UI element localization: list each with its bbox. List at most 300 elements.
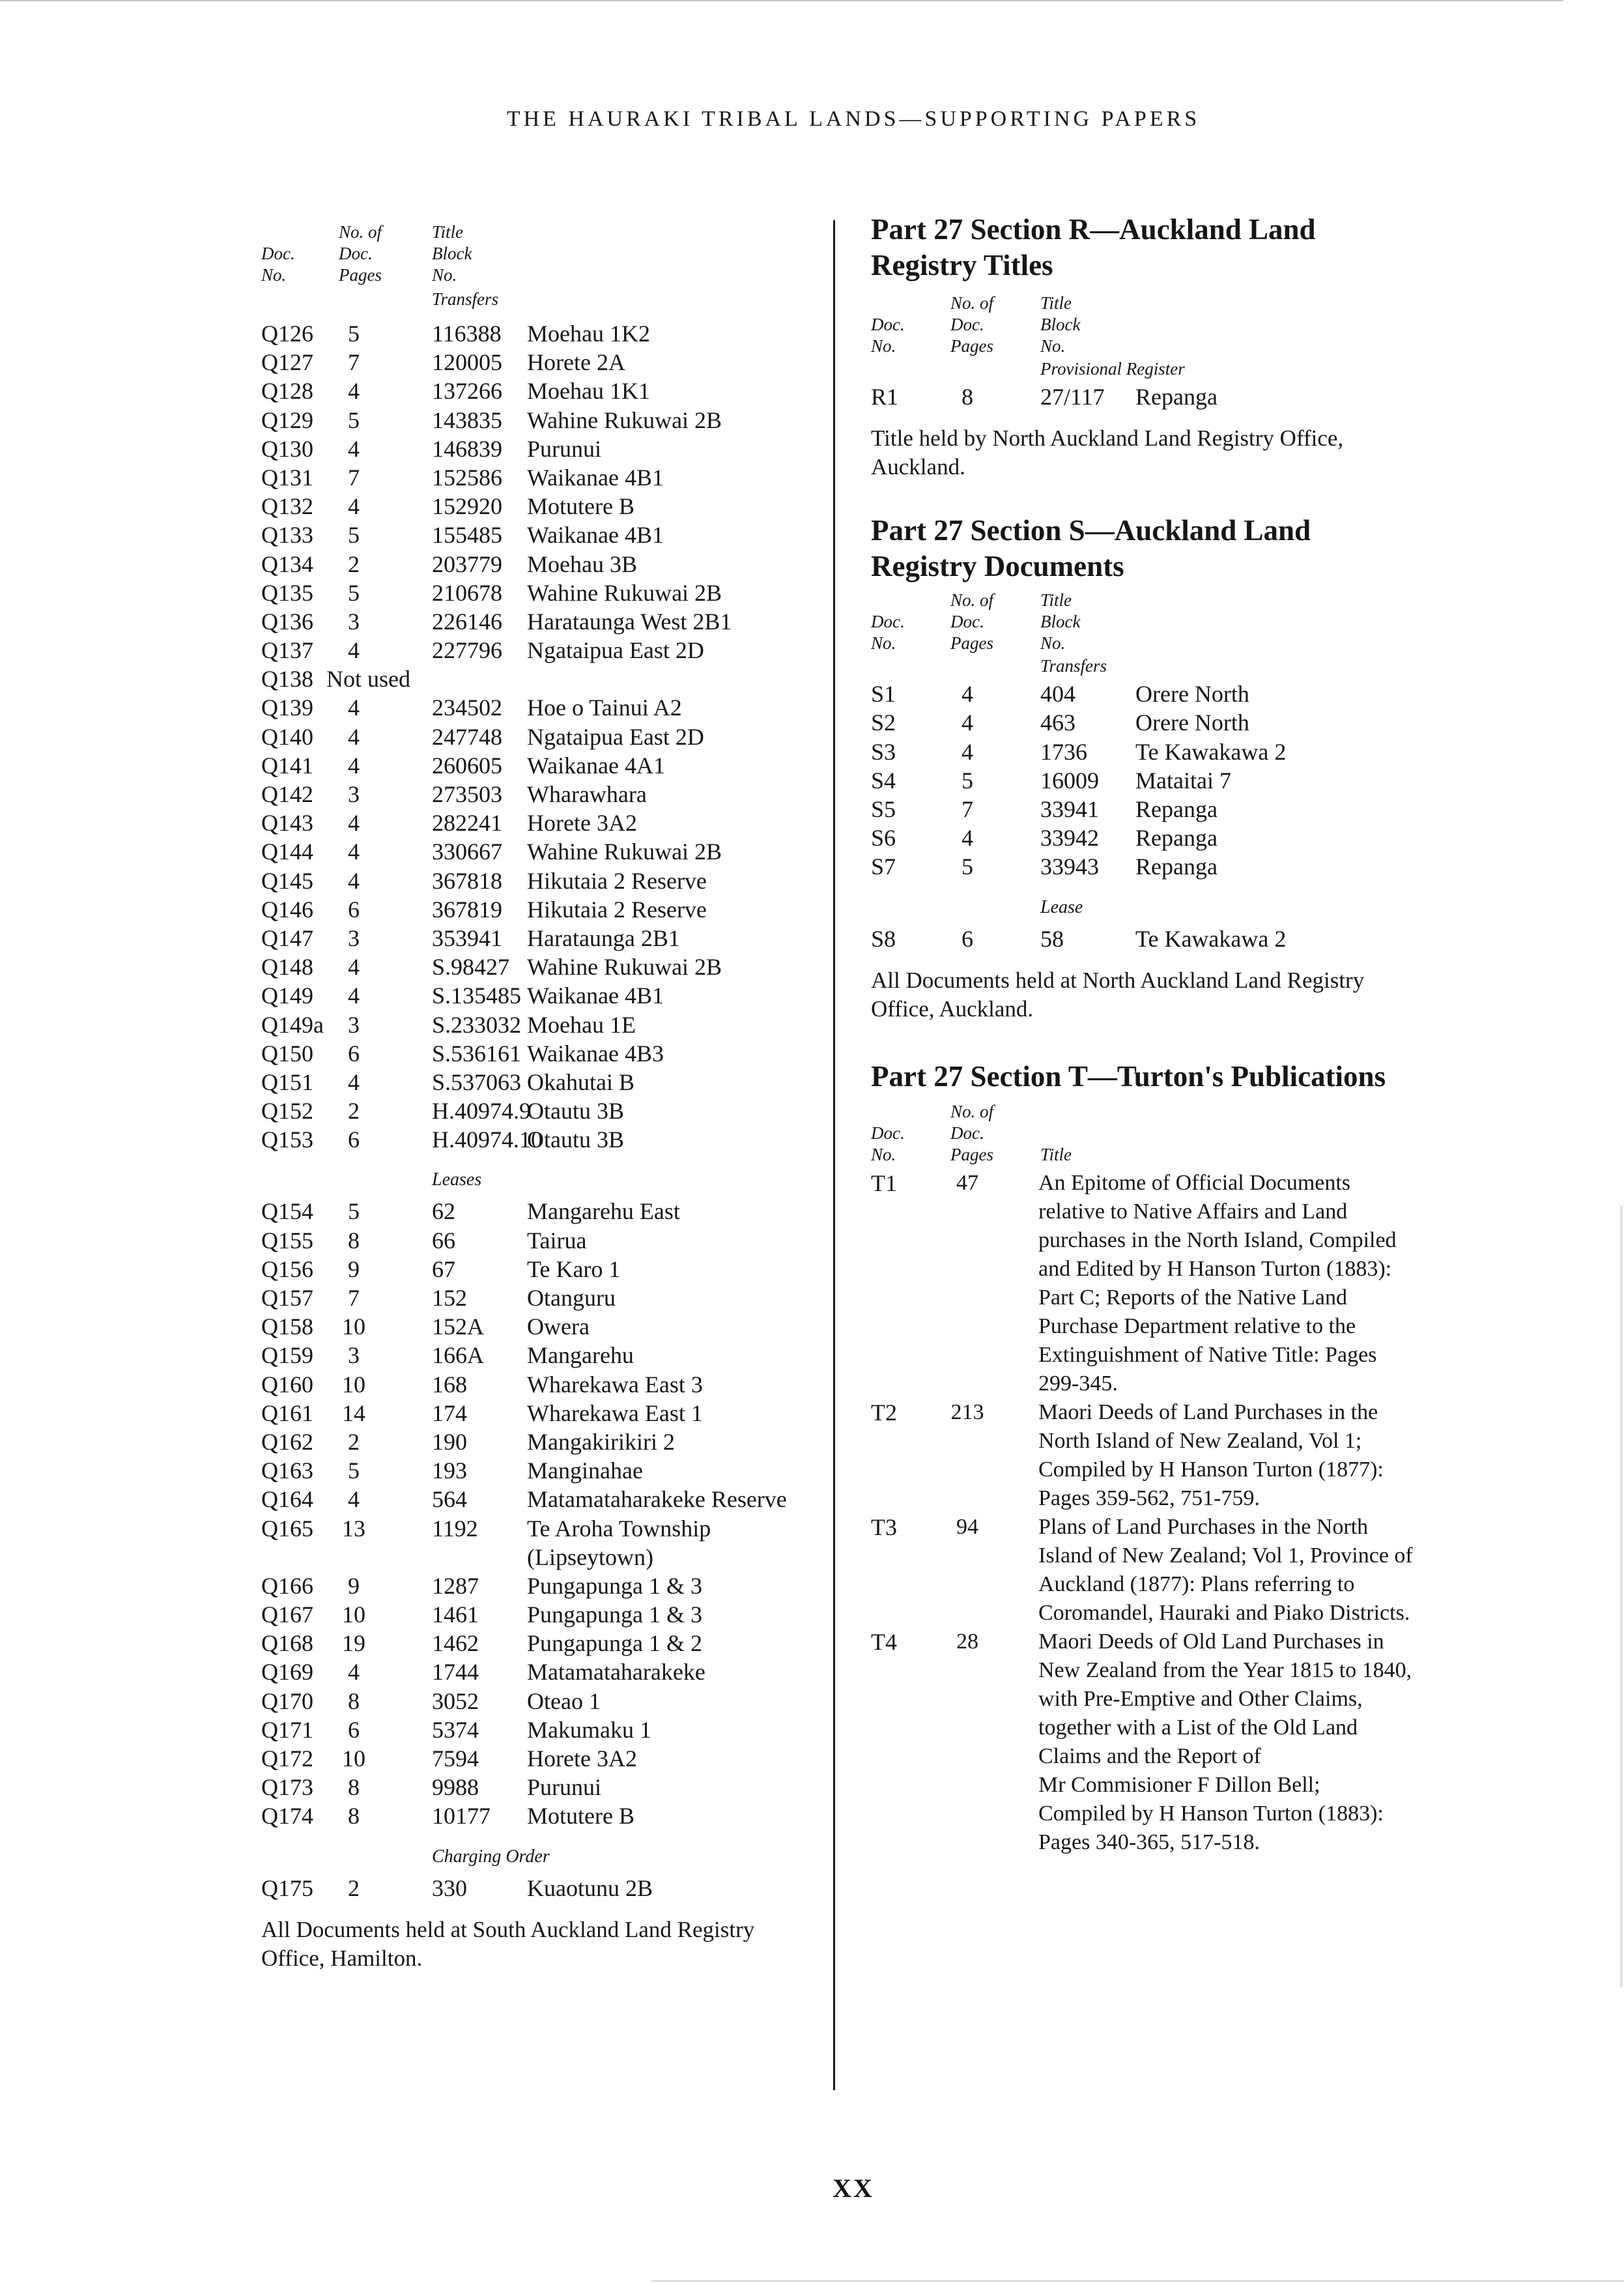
title-number: 190 (432, 1428, 467, 1455)
title-number: H.40974.9 (432, 1098, 531, 1125)
block-name: Repanga (1135, 825, 1218, 852)
header-doc-line2: No. (871, 633, 896, 653)
block-name: Repanga (1135, 384, 1218, 410)
block-name: Moehau 1K1 (527, 378, 650, 405)
header-pages-line2: Doc. (950, 315, 984, 334)
block-name: Repanga (1135, 854, 1218, 880)
page-count: 4 (348, 954, 360, 981)
section-s-rows (871, 680, 1601, 881)
bottom-edge-rule (651, 2280, 1624, 2282)
doc-number: Q138 (261, 666, 313, 693)
doc-number: Q130 (261, 435, 313, 462)
block-name: Mangakirikiri 2 (527, 1428, 675, 1455)
publication-title-line: together with a List of the Old Land (1038, 1715, 1358, 1740)
page-count: 9 (348, 1256, 360, 1282)
block-name: Horete 2A (527, 349, 625, 376)
doc-number: Q135 (261, 579, 313, 606)
doc-number: Q175 (261, 1874, 313, 1901)
title-number: 282241 (432, 810, 502, 837)
doc-number: S7 (871, 854, 896, 880)
title-number: S.536161 (432, 1040, 522, 1067)
page-count: 19 (342, 1630, 365, 1657)
page-count: 4 (348, 839, 360, 865)
page-count: 3 (348, 781, 360, 807)
table-row (261, 1011, 834, 1039)
page-count: 2 (348, 1428, 360, 1455)
table-row (871, 708, 1601, 737)
title-number: 463 (1040, 710, 1076, 736)
page-count: 4 (348, 637, 360, 664)
page-count: 4 (962, 681, 973, 708)
title-number: 7594 (432, 1745, 479, 1772)
block-name: Pungapunga 1 & 2 (527, 1630, 702, 1657)
table-row (261, 1874, 834, 1902)
doc-number: Q163 (261, 1457, 313, 1484)
page-count: 10 (342, 1601, 365, 1628)
doc-number: Q171 (261, 1716, 313, 1743)
page-count: 2 (348, 551, 360, 577)
block-name: Waikanae 4B1 (527, 522, 664, 549)
left-table-header (261, 215, 834, 319)
title-number: S.233032 (432, 1011, 522, 1038)
doc-number: Q162 (261, 1428, 313, 1455)
title-number: 404 (1040, 681, 1076, 708)
doc-number: Q174 (261, 1803, 313, 1830)
title-number: 152920 (432, 493, 502, 520)
title-number: 152586 (432, 464, 502, 491)
page-count: 6 (348, 1716, 360, 1743)
title-number: 273503 (432, 781, 502, 807)
page-count: 9 (348, 1572, 360, 1599)
page-count: 7 (348, 1285, 360, 1311)
title-number: S.135485 (432, 983, 522, 1009)
row-continuation (261, 1543, 834, 1572)
doc-number: Q169 (261, 1659, 313, 1686)
not-used-label: Not used (326, 666, 410, 693)
block-name: Wharawhara (527, 781, 647, 807)
publication-title-line: Claims and the Report of (1038, 1744, 1261, 1768)
block-name: Tairua (527, 1227, 587, 1254)
doc-number: Q147 (261, 925, 313, 951)
block-name: Harataunga 2B1 (527, 925, 680, 951)
right-column (871, 212, 1601, 1857)
table-row (261, 924, 834, 953)
doc-number: T4 (871, 1628, 897, 1655)
left-transfers-list (261, 319, 834, 665)
header-pages-line2: Doc. (339, 244, 373, 263)
doc-number: Q167 (261, 1601, 313, 1628)
table-row (261, 1456, 834, 1485)
title-number: 58 (1040, 925, 1064, 952)
section-t-entries (871, 1169, 1601, 1857)
doc-number: S3 (871, 738, 896, 765)
page-count: 2 (348, 1874, 360, 1901)
page-count: 4 (348, 695, 360, 721)
table-row (261, 377, 834, 405)
table-row (261, 1370, 834, 1399)
section-r-header (871, 286, 1601, 382)
doc-number: Q164 (261, 1486, 313, 1513)
page-count: 6 (348, 1127, 360, 1153)
section-s-header (871, 583, 1601, 680)
page-count: 8 (348, 1803, 360, 1830)
doc-number: Q139 (261, 695, 313, 721)
header-doc-line2: No. (261, 265, 287, 285)
section-s-note: All Documents held at North Auckland Land Registry Office, Auckland. (871, 967, 1365, 1022)
block-name: Moehau 3B (527, 551, 637, 577)
subhead-lease: Lease (1040, 897, 1083, 917)
table-row (261, 751, 834, 780)
doc-number: Q141 (261, 752, 313, 779)
table-row (261, 867, 834, 895)
publication-entry (871, 1628, 1601, 1857)
table-row (871, 824, 1601, 852)
doc-number: Q128 (261, 378, 313, 405)
publication-title-line: Maori Deeds of Land Purchases in the (1038, 1400, 1378, 1424)
block-name: Orere North (1135, 681, 1249, 708)
header-title-line2: Block (432, 244, 472, 263)
header-pages-line1: No. of (950, 1101, 994, 1121)
page-count: 4 (348, 1486, 360, 1513)
block-name: Owera (527, 1314, 590, 1340)
title-number: 27/117 (1040, 384, 1105, 410)
header-title: Title (1040, 1144, 1072, 1164)
page-count: 3 (348, 925, 360, 951)
doc-number: T3 (871, 1514, 897, 1540)
page-count: 4 (348, 810, 360, 837)
page-edge-mark (1620, 1205, 1623, 1987)
header-pages-line3: Pages (950, 1144, 993, 1164)
block-name: Horete 3A2 (527, 810, 637, 837)
table-row (261, 1514, 834, 1543)
table-row (871, 738, 1601, 766)
table-row (261, 406, 834, 435)
title-number: 193 (432, 1457, 467, 1484)
page-count: 4 (962, 738, 973, 765)
block-name: Manginahae (527, 1457, 643, 1484)
left-column (261, 215, 834, 1973)
header-title-line3: No. (1040, 633, 1066, 653)
doc-number: Q173 (261, 1774, 313, 1801)
block-name: Purunui (527, 1774, 602, 1801)
subhead-leases: Leases (432, 1170, 482, 1190)
title-number: 152 (432, 1285, 467, 1311)
block-name: Ngataipua East 2D (527, 723, 704, 750)
block-name: Otautu 3B (527, 1098, 624, 1125)
title-number: 137266 (432, 378, 502, 405)
block-name: Moehau 1K2 (527, 321, 650, 347)
table-row (261, 579, 834, 607)
title-number: H.40974.10 (432, 1127, 543, 1153)
doc-number: Q126 (261, 321, 313, 347)
header-pages-line3: Pages (339, 265, 382, 285)
title-number: 146839 (432, 435, 502, 462)
title-number: 330667 (432, 839, 502, 865)
table-row (261, 492, 834, 521)
title-number: 33942 (1040, 825, 1099, 852)
publication-entry (871, 1398, 1601, 1513)
title-number: 367818 (432, 867, 502, 894)
page-count: 5 (962, 767, 973, 794)
title-number: 1461 (432, 1601, 479, 1628)
table-row (871, 925, 1601, 953)
block-name: Matamataharakeke Reserve (527, 1486, 787, 1513)
header-pages-line3: Pages (950, 633, 993, 653)
doc-number: T2 (871, 1399, 897, 1426)
page-count: 4 (348, 752, 360, 779)
title-number: 564 (432, 1486, 467, 1513)
doc-number: Q150 (261, 1040, 313, 1067)
publication-title-line: New Zealand from the Year 1815 to 1840, (1038, 1658, 1412, 1682)
page-count: 213 (950, 1400, 984, 1424)
publication-title-line: An Epitome of Official Documents (1038, 1170, 1351, 1195)
publication-title-line: Mr Commisioner F Dillon Bell; (1038, 1772, 1320, 1797)
block-name: Hoe o Tainui A2 (527, 695, 682, 721)
publication-entry (871, 1169, 1601, 1398)
block-name: Wahine Rukuwai 2B (527, 839, 722, 865)
block-name: Mangarehu East (527, 1198, 680, 1225)
page-count: 10 (342, 1371, 365, 1398)
page-count: 47 (956, 1170, 978, 1195)
top-edge-rule (0, 0, 1563, 1)
charging-subheading-row (261, 1831, 834, 1874)
block-name: Waikanae 4B3 (527, 1040, 664, 1067)
table-row (871, 795, 1601, 824)
block-name: Purunui (527, 435, 602, 462)
header-doc-line1: Doc. (871, 612, 905, 632)
block-name: Wahine Rukuwai 2B (527, 407, 722, 433)
doc-number: Q159 (261, 1342, 313, 1369)
table-row (261, 435, 834, 463)
publication-title-line: Part C; Reports of the Native Land (1038, 1285, 1348, 1310)
table-row (261, 521, 834, 549)
doc-number: Q146 (261, 896, 313, 923)
page-count: 4 (962, 710, 973, 736)
block-name: Okahutai B (527, 1069, 634, 1095)
title-number: S.98427 (432, 954, 510, 981)
block-name: Motutere B (527, 1803, 634, 1830)
title-number: 9988 (432, 1774, 479, 1801)
header-title-line3: No. (432, 265, 457, 285)
block-name: Wahine Rukuwai 2B (527, 579, 722, 606)
publication-title-line: with Pre-Emptive and Other Claims, (1038, 1686, 1363, 1711)
header-pages-line2: Doc. (950, 612, 984, 632)
publication-title-line: Island of New Zealand; Vol 1, Province of (1038, 1543, 1413, 1568)
title-number: 1192 (432, 1515, 478, 1542)
lease-subheading-row (871, 882, 1601, 925)
section-t-title: Part 27 Section T—Turton's Publications (871, 1059, 1386, 1093)
header-pages-line1: No. of (950, 590, 994, 610)
title-number: 166A (432, 1342, 484, 1369)
doc-number: Q132 (261, 493, 313, 520)
page-count: 10 (342, 1314, 365, 1340)
publication-title-line: relative to Native Affairs and Land (1038, 1199, 1348, 1224)
subhead-transfers: Transfers (1040, 656, 1107, 676)
subhead-transfers: Transfers (432, 289, 499, 309)
doc-number: Q157 (261, 1285, 313, 1311)
left-charging-list (261, 1874, 834, 1902)
title-number: 1736 (1040, 738, 1087, 765)
block-name: Horete 3A2 (527, 1745, 637, 1772)
page-count: 4 (962, 825, 973, 852)
publication-title-line: Compiled by H Hanson Turton (1877): (1038, 1457, 1384, 1482)
header-pages-line2: Doc. (950, 1123, 984, 1143)
page-count: 5 (348, 407, 360, 433)
table-row (261, 1341, 834, 1370)
header-doc-line1: Doc. (261, 244, 295, 263)
table-row (261, 809, 834, 837)
title-number: 143835 (432, 407, 502, 433)
table-row (261, 1744, 834, 1773)
header-pages-line3: Pages (950, 336, 993, 356)
table-row (261, 1255, 834, 1284)
table-row (261, 607, 834, 636)
table-row (261, 348, 834, 377)
title-number: 16009 (1040, 767, 1099, 794)
page-count: 3 (348, 1011, 360, 1038)
block-name: Wahine Rukuwai 2B (527, 954, 722, 981)
table-row (261, 1284, 834, 1312)
table-row (261, 1226, 834, 1255)
doc-number: R1 (871, 384, 899, 410)
section-t-header (871, 1095, 1601, 1169)
doc-number: Q140 (261, 723, 313, 750)
doc-number: Q145 (261, 867, 313, 894)
page-count: 4 (348, 1069, 360, 1095)
page-count: 3 (348, 608, 360, 635)
left-transfers-list-2 (261, 693, 834, 1154)
table-row (871, 766, 1601, 795)
table-row (261, 1773, 834, 1802)
doc-number: S8 (871, 925, 896, 952)
doc-number: Q154 (261, 1198, 313, 1225)
leases-subheading-row (261, 1154, 834, 1197)
table-row (261, 1485, 834, 1514)
title-number: 152A (432, 1314, 484, 1340)
publication-title-line: Plans of Land Purchases in the North (1038, 1514, 1369, 1539)
table-row (261, 1687, 834, 1716)
block-name: Pungapunga 1 & 3 (527, 1572, 702, 1599)
doc-number: Q149 (261, 983, 313, 1009)
publication-title-line: Pages 340-365, 517-518. (1038, 1830, 1260, 1854)
table-row (261, 953, 834, 981)
block-name: Hikutaia 2 Reserve (527, 896, 707, 923)
page-count: 5 (348, 1198, 360, 1225)
doc-number: Q134 (261, 551, 313, 577)
table-row (261, 1716, 834, 1744)
subhead-charging-order: Charging Order (432, 1846, 550, 1867)
doc-number: Q165 (261, 1515, 313, 1542)
page-count: 4 (348, 435, 360, 462)
title-number: 33943 (1040, 854, 1099, 880)
publication-title-line: Pages 359-562, 751-759. (1038, 1486, 1260, 1510)
page-count: 8 (348, 1227, 360, 1254)
table-row (261, 693, 834, 722)
title-number: 1744 (432, 1659, 479, 1686)
publication-title-line: Extinguishment of Native Title: Pages (1038, 1342, 1377, 1367)
header-doc-line2: No. (871, 336, 896, 356)
doc-number: Q142 (261, 781, 313, 807)
table-row (261, 1125, 834, 1154)
doc-number: Q152 (261, 1098, 313, 1125)
table-row (261, 723, 834, 751)
title-number: 155485 (432, 522, 502, 549)
publication-title-line: North Island of New Zealand, Vol 1; (1038, 1428, 1362, 1453)
doc-number: Q170 (261, 1687, 313, 1714)
title-number: 367819 (432, 896, 502, 923)
block-name: Repanga (1135, 796, 1218, 822)
table-row (261, 981, 834, 1010)
publication-title-line: purchases in the North Island, Compiled (1038, 1228, 1397, 1252)
block-name: Matamataharakeke (527, 1659, 705, 1686)
title-number: 1462 (432, 1630, 479, 1657)
doc-number: S2 (871, 710, 896, 736)
publication-title-line: Purchase Department relative to the (1038, 1314, 1356, 1338)
publication-entry (871, 1513, 1601, 1628)
page-count: 28 (956, 1629, 978, 1654)
block-name: Wharekawa East 3 (527, 1371, 703, 1398)
block-name: Hikutaia 2 Reserve (527, 867, 707, 894)
table-row (261, 1572, 834, 1600)
table-row (261, 1068, 834, 1097)
block-name: Motutere B (527, 493, 634, 520)
page-number: XX (833, 2174, 874, 2203)
doc-number: S6 (871, 825, 896, 852)
page-count: 4 (348, 493, 360, 520)
table-row (261, 1802, 834, 1830)
page-count: 4 (348, 983, 360, 1009)
doc-number: T1 (871, 1170, 897, 1196)
table-row (871, 382, 1601, 411)
table-row (871, 680, 1601, 708)
header-doc-line1: Doc. (871, 1123, 905, 1143)
table-row (261, 1629, 834, 1658)
header-title-line1: Title (432, 222, 464, 242)
doc-number: Q155 (261, 1227, 313, 1254)
running-head: THE HAURAKI TRIBAL LANDS—SUPPORTING PAPERS (506, 107, 1201, 131)
title-number: 67 (432, 1256, 455, 1282)
doc-number: Q156 (261, 1256, 313, 1282)
doc-number: Q161 (261, 1400, 313, 1426)
title-number: 66 (432, 1227, 455, 1254)
page-count: 7 (348, 464, 360, 491)
doc-number: Q160 (261, 1371, 313, 1398)
page-count: 94 (956, 1514, 978, 1539)
doc-number: Q129 (261, 407, 313, 433)
page-count: 8 (962, 384, 973, 410)
block-name: Mataitai 7 (1135, 767, 1231, 794)
block-name: Kuaotunu 2B (527, 1874, 653, 1901)
header-title-line1: Title (1040, 293, 1072, 313)
page-count: 5 (348, 1457, 360, 1484)
left-leases-list (261, 1197, 834, 1542)
table-row (261, 665, 834, 693)
doc-number: Q166 (261, 1572, 313, 1599)
block-name: Te Kawakawa 2 (1135, 738, 1287, 765)
block-name: Moehau 1E (527, 1011, 636, 1038)
doc-number: Q151 (261, 1069, 313, 1095)
page-count: 6 (348, 1040, 360, 1067)
left-footnote: All Documents held at South Auckland Land Registry Office, Hamilton. (261, 1916, 755, 1971)
block-name: Waikanae 4B1 (527, 464, 664, 491)
title-number: 234502 (432, 695, 502, 721)
block-name: Te Aroha Township (527, 1515, 711, 1542)
table-row (261, 1039, 834, 1068)
left-leases-list-2 (261, 1572, 834, 1831)
table-row (261, 636, 834, 665)
block-name: Otanguru (527, 1285, 616, 1311)
page-count: 4 (348, 378, 360, 405)
